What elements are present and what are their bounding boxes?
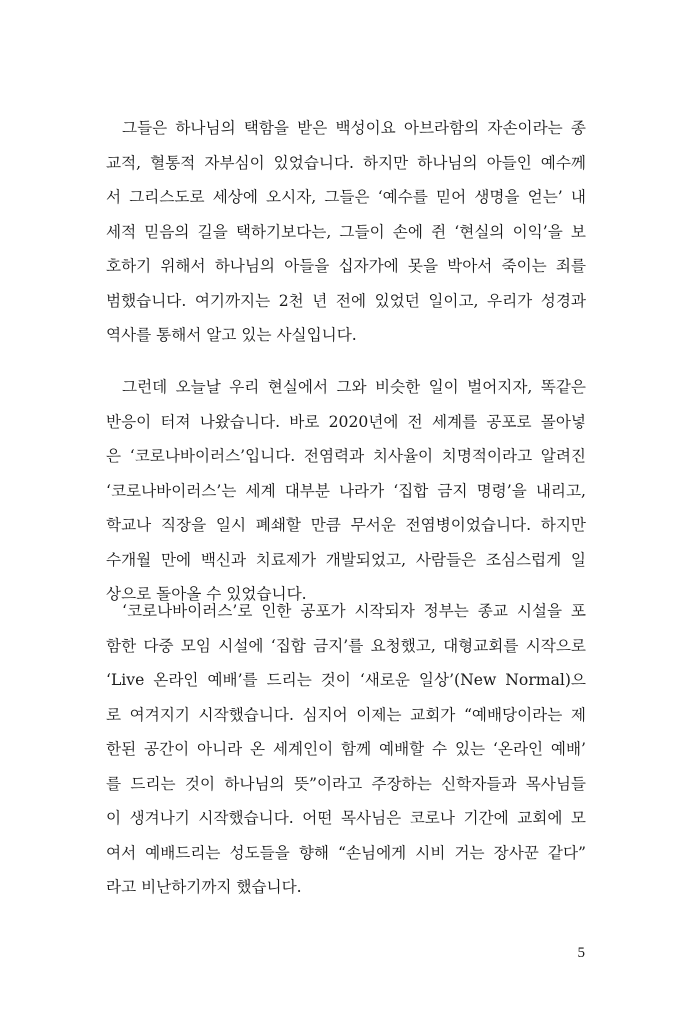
text-line: 그들은 하나님의 택함을 받은 백성이요 아브라함의 자손이라는 종: [122, 119, 586, 137]
text-line: 상으로 돌아올 수 있었습니다.: [106, 585, 307, 603]
text-line: ‘코로나바이러스’는 세계 대부분 나라가 ‘집합 금지 명령’을 내리고,: [106, 481, 586, 500]
text-line: ‘코로나바이러스’로 인한 공포가 시작되자 정부는 종교 시설을 포: [122, 602, 586, 620]
text-line: 역사를 통해서 알고 있는 사실입니다.: [106, 326, 357, 344]
text-line: 교적, 혈통적 자부심이 있었습니다. 하지만 하나님의 아들인 예수께: [106, 153, 586, 172]
text-line: 범했습니다. 여기까지는 2천 년 전에 있었던 일이고, 우리가 성경과: [106, 291, 586, 310]
text-line: 한된 공간이 아니라 온 세계인이 함께 예배할 수 있는 ‘온라인 예배’: [106, 740, 586, 758]
paragraph-3: [106, 594, 586, 905]
text-line: 반응이 터져 나왔습니다. 바로 2020년에 전 세계를 공포로 몰아넣: [106, 412, 586, 431]
text-line: 수개월 만에 백신과 치료제가 개발되었고, 사람들은 조심스럽게 일: [106, 550, 586, 569]
page-number: 5: [577, 945, 585, 961]
text-line: 그런데 오늘날 우리 현실에서 그와 비슷한 일이 벌어지자, 똑같은: [122, 378, 586, 396]
text-line: 로 여겨지기 시작했습니다. 심지어 이제는 교회가 “예배당이라는 제: [106, 705, 586, 724]
paragraph-1: [106, 111, 586, 353]
text-line: 은 ‘코로나바이러스’입니다. 전염력과 치사율이 치명적이라고 알려진: [106, 447, 586, 465]
text-line: 호하기 위해서 하나님의 아들을 십자가에 못을 박아서 죽이는 죄를: [106, 257, 586, 275]
text-line: 서 그리스도로 세상에 오시자, 그들은 ‘예수를 믿어 생명을 얻는’ 내: [106, 188, 586, 206]
text-line: 세적 믿음의 길을 택하기보다는, 그들이 손에 쥔 ‘현실의 이익’을 보: [106, 222, 586, 241]
text-line: ‘Live 온라인 예배’를 드리는 것이 ‘새로운 일상’(New Normal)으: [106, 671, 586, 689]
text-line: 학교나 직장을 일시 폐쇄할 만큼 무서운 전염병이었습니다. 하지만: [106, 516, 586, 534]
text-line: 라고 비난하기까지 했습니다.: [106, 878, 302, 896]
text-line: 를 드리는 것이 하나님의 뜻”이라고 주장하는 신학자들과 목사님들: [106, 774, 586, 793]
paragraph-2: [106, 370, 586, 612]
text-line: 함한 다중 모임 시설에 ‘집합 금지’를 요청했고, 대형교회를 시작으로: [106, 636, 586, 655]
text-line: 여서 예배드리는 성도들을 향해 “손님에게 시비 거는 장사꾼 같다”: [106, 843, 586, 862]
text-line: 이 생겨나기 시작했습니다. 어떤 목사님은 코로나 기간에 교회에 모: [106, 809, 586, 827]
